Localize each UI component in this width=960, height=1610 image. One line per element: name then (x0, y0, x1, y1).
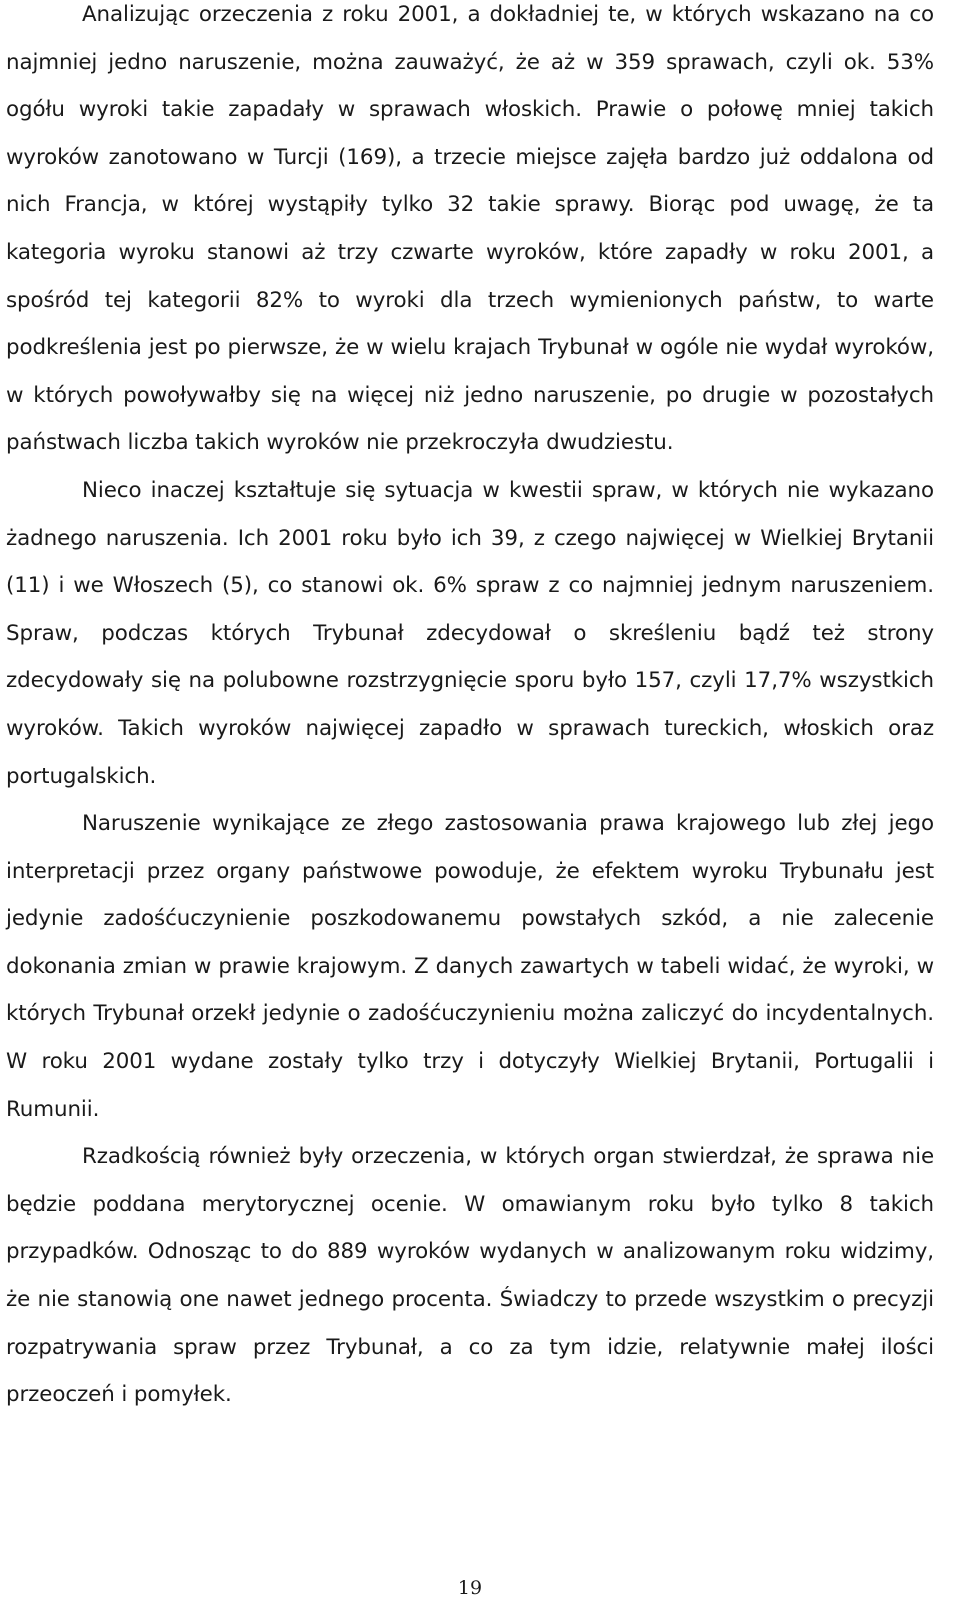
paragraph-2: Nieco inaczej kształtuje się sytuacja w kwestii spraw, w których nie wykazano żadnego naruszenia. Ich 2001 roku było ich 39, z czego najwięcej w Wielkiej Brytanii (11) i we Włoszech (5), co stanowi ok. 6% spraw z co najmniej jednym naruszeniem. Spraw, podczas których Trybunał zdecydował o skreśleniu bądź też strony zdecydowały się na polubowne rozstrzygnięcie sporu było 157, czyli 17,7% wszystkich wyroków. Takich wyroków najwięcej zapadło w sprawach tureckich, włoskich oraz portugalskich. (6, 477, 934, 789)
paragraph-4: Rzadkością również były orzeczenia, w których organ stwierdzał, że sprawa nie będzie poddana merytorycznej ocenie. W omawianym roku było tylko 8 takich przypadków. Odnosząc to do 889 wyroków wydanych w analizowanym roku widzimy, że nie stanowią one nawet jednego procenta. Świadczy to przede wszystkim o precyzji rozpatrywania spraw przez Trybunał, a co za tym idzie, relatywnie małej ilości przeoczeń i pomyłek. (6, 1144, 934, 1408)
document-body (6, 0, 934, 1419)
paragraph-3: Naruszenie wynikające ze złego zastosowania prawa krajowego lub złej jego interpretacji przez organy państwowe powoduje, że efektem wyroku Trybunału jest jedynie zadośćuczynienie poszkodowanemu powstałych szkód, a nie zalecenie dokonania zmian w prawie krajowym. Z danych zawartych w tabeli widać, że wyroki, w których Trybunał orzekł jedynie o zadośćuczynieniu można zaliczyć do incydentalnych. W roku 2001 wydane zostały tylko trzy i dotyczyły Wielkiej Brytanii, Portugalii i Rumunii. (6, 811, 934, 1122)
paragraph-1: Analizując orzeczenia z roku 2001, a dokładniej te, w których wskazano na co najmniej jedno naruszenie, można zauważyć, że aż w 359 sprawach, czyli ok. 53% ogółu wyroki takie zapadały w sprawach włoskich. Prawie o połowę mniej takich wyroków zanotowano w Turcji (169), a trzecie miejsce zajęła bardzo już oddalona od nich Francja, w której wystąpiły tylko 32 takie sprawy. Biorąc pod uwagę, że ta kategoria wyroku stanowi aż trzy czwarte wyroków, które zapadły w roku 2001, a spośród tej kategorii 82% to wyroki dla trzech wymienionych państw, to warte podkreślenia jest po pierwsze, że w wielu krajach Trybunał w ogóle nie wydał wyroków, w których powoływałby się na więcej niż jedno naruszenie, po drugie w pozostałych państwach liczba takich wyroków nie przekroczyła dwudziestu. (6, 2, 934, 456)
page-number: 19 (457, 1577, 483, 1599)
